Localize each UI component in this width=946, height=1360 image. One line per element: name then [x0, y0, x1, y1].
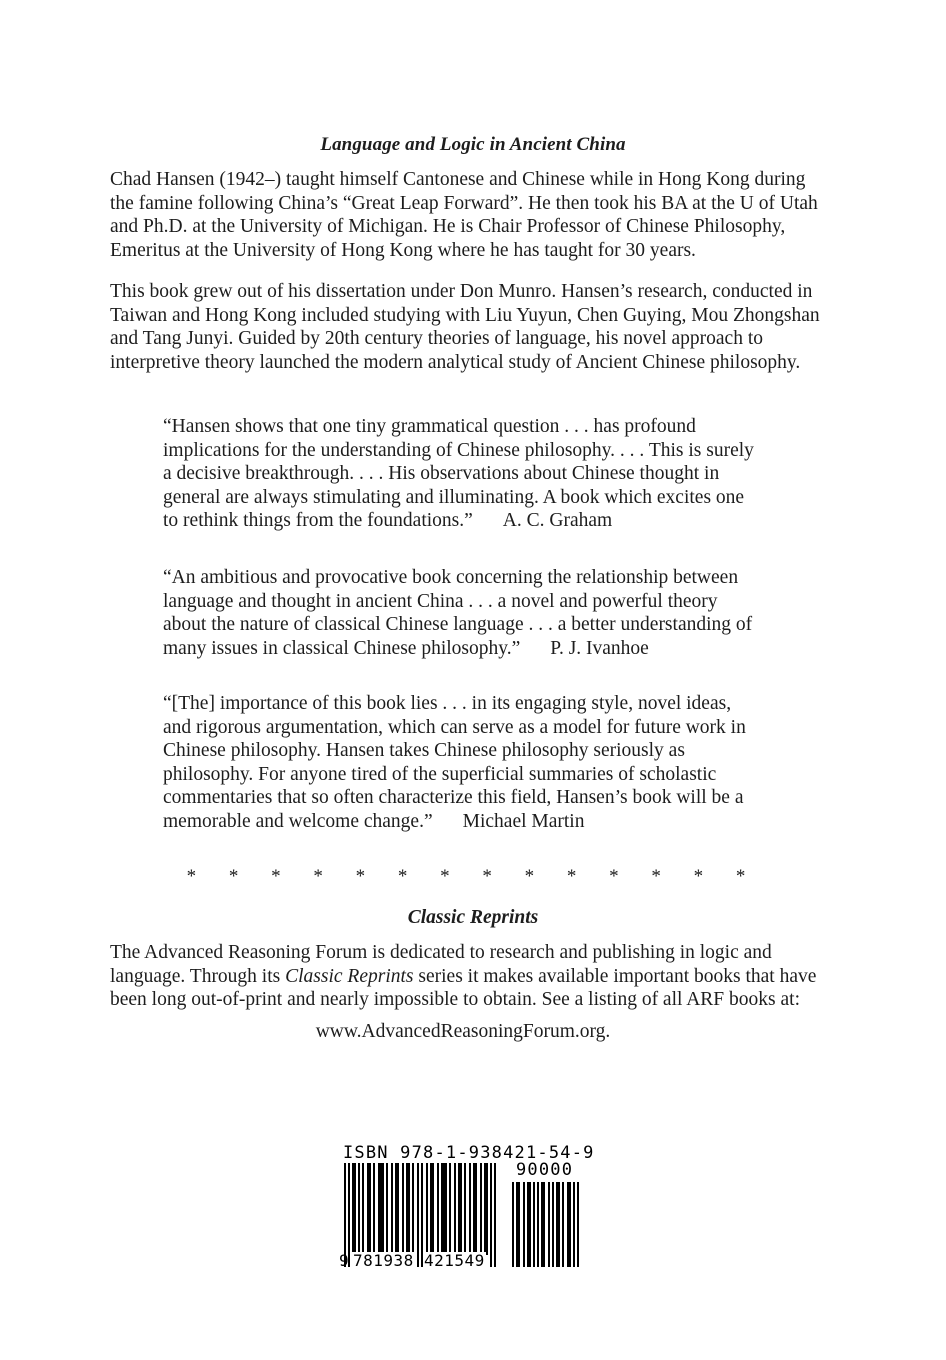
series-title: Classic Reprints: [407, 907, 539, 928]
quote-text: “Hansen shows that one tiny grammatical question . . . has profound implications for the understanding of Chinese philosophy. . . . This is surely a decisive breakthrough. . . . His observations about Chinese thought in general are always stimulating and illuminating. A book which excites one to rethink things from the foundations.”: [163, 416, 754, 532]
barcode-digit-lead: 9: [339, 1251, 349, 1270]
quote-text: “[The] importance of this book lies . . . in its engaging style, novel ideas, and rigorous argumentation, which can serve as a model for future work in Chinese philosophy. Hansen takes Chinese philosophy seriously as philosophy. For anyone tired of the superficial summaries of scholastic commentaries that so often characterize this field, Hansen’s book will be a memorable and welcome change.”: [163, 693, 746, 832]
barcode-digit-group: 781938: [353, 1251, 414, 1270]
price-code: 90000: [516, 1160, 574, 1180]
review-quote: [163, 692, 763, 834]
section-separator: * * * * * * * * * * * * * *: [186, 866, 760, 887]
price-barcode: [510, 1182, 580, 1267]
website-url: www.AdvancedReasoningForum.org.: [315, 1021, 611, 1042]
series-description: The Advanced Reasoning Forum is dedicated to research and publishing in logic and language. Through its Classic Reprints series it makes available important books that have been long out-of-print and nearly impossible to obtain. See a listing of all ARF books at:: [110, 942, 817, 1011]
quote-author: Michael Martin: [462, 810, 585, 832]
review-quote: [163, 566, 763, 660]
isbn-label: ISBN 978-1-938421-54-9: [343, 1143, 595, 1163]
barcode-digit-group: 421549: [424, 1251, 485, 1270]
quote-author: A. C. Graham: [502, 510, 613, 532]
book-description: This book grew out of his dissertation under Don Munro. Hansen’s research, conducted in Taiwan and Hong Kong included studying with Liu Yuyun, Chen Guying, Mou Zhongshan and Tang Junyi. Guided by 20th century theories of language, his novel approach to interpretive theory launched the modern analytical study of Ancient Chinese philosophy.: [110, 281, 820, 373]
author-bio: Chad Hansen (1942–) taught himself Cantonese and Chinese while in Hong Kong during the famine following China’s “Great Leap Forward”. He then took his BA at the U of Utah and Ph.D. at the University of Michigan. He is Chair Professor of Chinese Philosophy, Emeritus at the University of Hong Kong where he has taught for 30 years.: [110, 169, 818, 261]
quote-text: “An ambitious and provocative book concerning the relationship between language and thought in ancient China . . . a novel and powerful theory about the nature of classical Chinese language . . . a better understanding of many issues in classical Chinese philosophy.”: [163, 567, 753, 659]
book-title: Language and Logic in Ancient China: [320, 134, 626, 155]
quote-author: P. J. Ivanhoe: [550, 637, 649, 659]
barcode-digits: [340, 1252, 500, 1270]
series-name: Classic Reprints: [285, 965, 414, 987]
review-quote: [163, 415, 763, 533]
